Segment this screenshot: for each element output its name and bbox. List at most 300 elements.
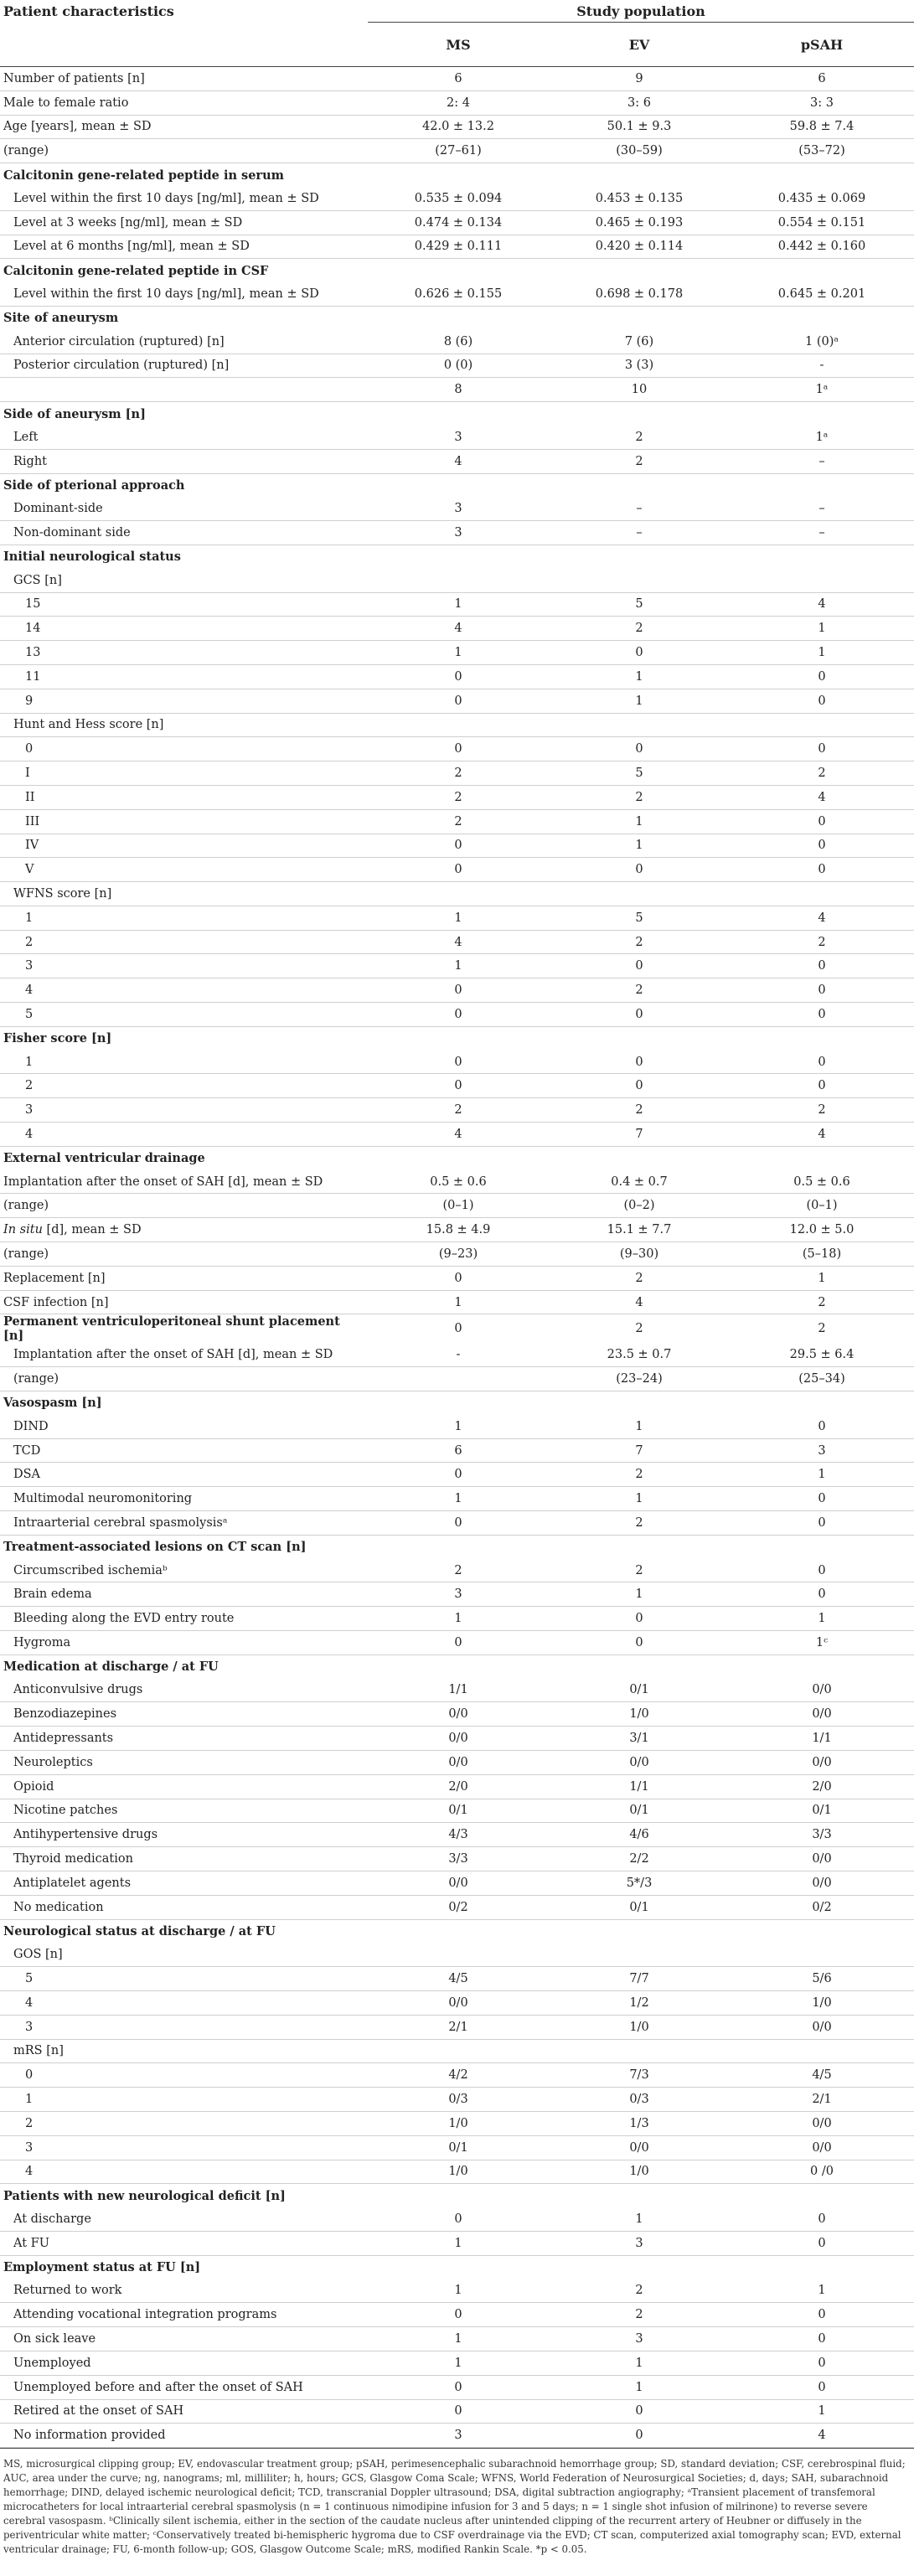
value-ms — [368, 259, 549, 282]
value-ev: 2 — [549, 1559, 730, 1582]
value-ms: 0/0 — [368, 1871, 549, 1895]
value-psah: 1 — [730, 1607, 914, 1631]
row-label: Intraarterial cerebral spasmolysisᵃ — [0, 1511, 368, 1536]
value-psah: 0/0 — [730, 2015, 914, 2039]
value-psah: 2 — [730, 1098, 914, 1123]
value-psah: 0 — [730, 2303, 914, 2327]
value-ev: 1 — [549, 1582, 730, 1607]
value-ev: 1 — [549, 2351, 730, 2375]
value-ms: 1 — [368, 2231, 549, 2255]
value-psah — [730, 306, 914, 329]
row-label: GOS [n] — [0, 1943, 368, 1966]
value-psah: 1 — [730, 1463, 914, 1487]
table-row — [0, 1967, 914, 1991]
value-ms: 0 — [368, 1003, 549, 1027]
value-ev: 5 — [549, 592, 730, 617]
row-label: V — [0, 858, 368, 882]
value-ev: 0 — [549, 1003, 730, 1027]
value-ev: 1 — [549, 2207, 730, 2231]
value-ev: 2 — [549, 1463, 730, 1487]
section-row — [0, 1391, 914, 1415]
row-label: Hygroma — [0, 1631, 368, 1655]
table-row — [0, 2160, 914, 2184]
value-ms: 1 — [368, 592, 549, 617]
value-ev — [549, 1919, 730, 1943]
value-psah: 4 — [730, 592, 914, 617]
table-row — [0, 1774, 914, 1799]
value-ev: 1 — [549, 2375, 730, 2399]
value-ev: 1/1 — [549, 1774, 730, 1799]
row-label: Returned to work — [0, 2279, 368, 2303]
value-psah: 3: 3 — [730, 90, 914, 115]
value-ms: 0.626 ± 0.155 — [368, 282, 549, 306]
value-ms — [368, 1367, 549, 1391]
row-label: Opioid — [0, 1774, 368, 1799]
section-label: Side of pterional approach — [3, 478, 185, 493]
value-psah: – — [730, 497, 914, 520]
row-label: (range) — [0, 1194, 368, 1218]
value-ev: 4 — [549, 1290, 730, 1314]
section-label: External ventricular drainage — [3, 1151, 205, 1166]
table-row — [0, 1679, 914, 1702]
value-ms: 1 — [368, 954, 549, 978]
value-ev: 1/3 — [549, 2111, 730, 2135]
value-psah — [730, 1655, 914, 1678]
value-ms: 2 — [368, 1098, 549, 1123]
value-ev: 0/1 — [549, 1895, 730, 1919]
value-ms: 2 — [368, 809, 549, 834]
value-ms: 0 — [368, 2375, 549, 2399]
value-ms — [368, 1026, 549, 1050]
value-psah: 0.5 ± 0.6 — [730, 1170, 914, 1194]
value-ev: 1/0 — [549, 2160, 730, 2184]
value-ev: 7 — [549, 1438, 730, 1463]
value-psah: – — [730, 449, 914, 473]
value-psah: – — [730, 521, 914, 545]
table-row — [0, 1438, 914, 1463]
value-ev: (30–59) — [549, 139, 730, 163]
row-label: Bleeding along the EVD entry route — [0, 1607, 368, 1631]
value-psah: (25–34) — [730, 1367, 914, 1391]
value-ms: 2 — [368, 761, 549, 786]
value-ev: 2 — [549, 2279, 730, 2303]
value-psah: 0 — [730, 978, 914, 1003]
value-ms: 1 — [368, 1607, 549, 1631]
row-label: 3 — [0, 1098, 368, 1123]
value-psah: 0 — [730, 1415, 914, 1438]
value-ev: 2/2 — [549, 1847, 730, 1871]
value-ms: 3 — [368, 1582, 549, 1607]
section-row — [0, 2184, 914, 2207]
value-psah: 1ᵃ — [730, 378, 914, 402]
value-psah: 0/0 — [730, 2135, 914, 2160]
section-label: Initial neurological status — [3, 550, 181, 565]
row-label: IV — [0, 834, 368, 858]
row-label: 2 — [0, 930, 368, 954]
value-psah: 0 — [730, 1487, 914, 1511]
value-ms: 1 — [368, 2351, 549, 2375]
section-row — [0, 1026, 914, 1050]
value-ev: 0 — [549, 2399, 730, 2424]
row-label: 1 — [0, 2088, 368, 2112]
row-label: Neuroleptics — [0, 1750, 368, 1774]
row-label: Antihypertensive drugs — [0, 1823, 368, 1847]
table-row — [0, 785, 914, 809]
table-row — [0, 1463, 914, 1487]
value-psah: 0 — [730, 809, 914, 834]
row-label: 3 — [0, 2135, 368, 2160]
value-psah: 0 — [730, 1511, 914, 1536]
value-psah: 29.5 ± 6.4 — [730, 1343, 914, 1366]
section-label: Treatment-associated lesions on CT scan [n] — [3, 1540, 307, 1555]
table-row — [0, 930, 914, 954]
value-ms: 0 — [368, 1463, 549, 1487]
section-label: Vasospasm [n] — [3, 1396, 102, 1411]
value-ev — [549, 1535, 730, 1558]
value-ms: 8 — [368, 378, 549, 402]
value-ev: 1 — [549, 689, 730, 713]
row-label: 13 — [0, 641, 368, 665]
table-row — [0, 330, 914, 354]
table-row — [0, 2063, 914, 2088]
value-psah: 0 — [730, 2375, 914, 2399]
value-psah: 0 — [730, 689, 914, 713]
table-row — [0, 1607, 914, 1631]
row-label: 4 — [0, 2160, 368, 2184]
value-ev: 0 — [549, 2424, 730, 2448]
value-ev: 7 — [549, 1123, 730, 1147]
value-ev: – — [549, 497, 730, 520]
row-label: Antiplatelet agents — [0, 1871, 368, 1895]
row-label: Posterior circulation (ruptured) [n] — [0, 354, 368, 378]
value-ms: 1 — [368, 906, 549, 930]
value-ms: 0 — [368, 689, 549, 713]
row-label: 15 — [0, 592, 368, 617]
value-psah: 0 — [730, 1003, 914, 1027]
row-label: II — [0, 785, 368, 809]
section-label: Fisher score [n] — [3, 1031, 112, 1046]
row-label: Left — [0, 426, 368, 449]
table-row — [0, 809, 914, 834]
table-row — [0, 187, 914, 210]
value-ms: 0 — [368, 2207, 549, 2231]
row-label: Thyroid medication — [0, 1847, 368, 1871]
value-ev: 0 — [549, 1631, 730, 1655]
value-ms: 0/0 — [368, 1990, 549, 2015]
value-ms — [368, 569, 549, 592]
row-label: Hunt and Hess score [n] — [0, 713, 368, 737]
value-ev: 0 — [549, 737, 730, 761]
row-label: Retired at the onset of SAH — [0, 2399, 368, 2424]
table-row — [0, 426, 914, 449]
value-ms: 4/2 — [368, 2063, 549, 2088]
row-label: Level within the first 10 days [ng/ml], mean ± SD — [0, 187, 368, 210]
row-label: No information provided — [0, 2424, 368, 2448]
value-ev: 3: 6 — [549, 90, 730, 115]
row-label: Level at 6 months [ng/ml], mean ± SD — [0, 235, 368, 259]
value-ev: 1/0 — [549, 1702, 730, 1727]
section-label: Calcitonin gene-related peptide in serum — [3, 168, 284, 183]
value-psah: 0 — [730, 2231, 914, 2255]
value-ev: 50.1 ± 9.3 — [549, 115, 730, 139]
value-ev: 2 — [549, 449, 730, 473]
section-row — [0, 1655, 914, 1678]
section-row — [0, 1146, 914, 1169]
value-ms: 0 — [368, 834, 549, 858]
value-psah: 0 — [730, 1051, 914, 1074]
row-label: DIND — [0, 1415, 368, 1438]
table-row — [0, 1074, 914, 1098]
value-psah: 0/0 — [730, 1750, 914, 1774]
value-psah: (0–1) — [730, 1194, 914, 1218]
table-row — [0, 1702, 914, 1727]
value-ev: 0.453 ± 0.135 — [549, 187, 730, 210]
value-psah: 1 (0)ᵃ — [730, 330, 914, 354]
row-label: 11 — [0, 664, 368, 689]
table-row — [0, 2375, 914, 2399]
table-row — [0, 1727, 914, 1751]
value-ev: 9 — [549, 67, 730, 91]
value-ev: 0/1 — [549, 1799, 730, 1823]
value-ms: 4 — [368, 449, 549, 473]
table-row — [0, 2279, 914, 2303]
row-label: DSA — [0, 1463, 368, 1487]
value-psah — [730, 2255, 914, 2279]
section-label: Patients with new neurological deficit [n] — [3, 2188, 286, 2203]
value-psah: 12.0 ± 5.0 — [730, 1218, 914, 1242]
table-row — [0, 2207, 914, 2231]
value-ev: 5 — [549, 906, 730, 930]
table-row — [0, 1343, 914, 1366]
value-ms: 1 — [368, 641, 549, 665]
value-ev — [549, 2255, 730, 2279]
row-label: Unemployed — [0, 2351, 368, 2375]
row-label: 4 — [0, 978, 368, 1003]
value-psah — [730, 2184, 914, 2207]
table-row — [0, 2351, 914, 2375]
row-label: 9 — [0, 689, 368, 713]
value-ms: 3 — [368, 497, 549, 520]
value-ms: 6 — [368, 67, 549, 91]
table-row — [0, 1799, 914, 1823]
value-psah: 2 — [818, 1322, 826, 1336]
value-ms: 1/1 — [368, 1679, 549, 1702]
value-ev: 3/1 — [549, 1727, 730, 1751]
table-row — [0, 592, 914, 617]
column-header-ms: MS — [368, 23, 549, 67]
value-ms: 0/2 — [368, 1895, 549, 1919]
row-label: 2 — [0, 2111, 368, 2135]
value-ev: 0/0 — [549, 2135, 730, 2160]
row-label: Anticonvulsive drugs — [0, 1679, 368, 1702]
row-label: (range) — [0, 139, 368, 163]
value-ms: 0 — [454, 1322, 462, 1336]
table-row — [0, 1266, 914, 1290]
value-psah: 0 — [730, 737, 914, 761]
value-ev: 1 — [549, 834, 730, 858]
table-row — [0, 761, 914, 786]
value-psah: 1ᵃ — [730, 426, 914, 449]
section-row — [0, 306, 914, 329]
value-ev — [549, 1943, 730, 1966]
section-row — [0, 2255, 914, 2279]
row-label: Right — [0, 449, 368, 473]
value-psah — [730, 259, 914, 282]
value-psah: 6 — [730, 67, 914, 91]
value-psah: 2/0 — [730, 1774, 914, 1799]
value-ev: (9–30) — [549, 1242, 730, 1267]
value-ev — [549, 1391, 730, 1415]
table-row — [0, 2399, 914, 2424]
value-ev — [549, 2184, 730, 2207]
value-psah: 1 — [730, 2279, 914, 2303]
section-label: Side of aneurysm [n] — [3, 406, 146, 421]
value-ev — [549, 1026, 730, 1050]
row-label: 0 — [0, 737, 368, 761]
table-row — [0, 67, 914, 91]
value-ev — [549, 713, 730, 737]
value-ev: 2 — [549, 930, 730, 954]
value-ms — [368, 1391, 549, 1415]
table-row — [0, 1895, 914, 1919]
value-ev: 0.698 ± 0.178 — [549, 282, 730, 306]
value-psah: 2 — [730, 1290, 914, 1314]
row-label: (range) — [0, 1242, 368, 1267]
value-psah — [730, 569, 914, 592]
table-row — [0, 1242, 914, 1267]
table-row — [0, 1750, 914, 1774]
value-ms — [368, 473, 549, 497]
column-group-header: Study population — [368, 0, 914, 23]
value-ev: 0.420 ± 0.114 — [549, 235, 730, 259]
row-label: WFNS score [n] — [0, 882, 368, 906]
value-ev: 3 (3) — [549, 354, 730, 378]
value-ev: 0 — [549, 954, 730, 978]
table-row — [0, 1631, 914, 1655]
value-ev: 23.5 ± 0.7 — [549, 1343, 730, 1366]
value-psah: - — [730, 354, 914, 378]
value-ms: (9–23) — [368, 1242, 549, 1267]
value-psah: 0 — [730, 1559, 914, 1582]
value-ms: 0/0 — [368, 1727, 549, 1751]
value-ev — [549, 1146, 730, 1169]
value-ms: 1/0 — [368, 2111, 549, 2135]
value-ms: 0/0 — [368, 1750, 549, 1774]
value-ev: 7/3 — [549, 2063, 730, 2088]
row-label: At FU — [0, 2231, 368, 2255]
value-ms: 3 — [368, 426, 549, 449]
table-row — [0, 1098, 914, 1123]
value-ev: 7/7 — [549, 1967, 730, 1991]
value-ev — [549, 402, 730, 426]
value-ms: (0–1) — [368, 1194, 549, 1218]
table-row — [0, 2088, 914, 2112]
value-psah — [730, 1146, 914, 1169]
column-header-psah: pSAH — [730, 23, 914, 67]
table-row — [0, 1367, 914, 1391]
value-ev: 0/3 — [549, 2088, 730, 2112]
value-psah — [730, 1535, 914, 1558]
row-label: Level within the first 10 days [ng/ml], mean ± SD — [0, 282, 368, 306]
table-row — [0, 617, 914, 641]
value-ev: 2 — [549, 1266, 730, 1290]
section-row — [0, 473, 914, 497]
value-ms: 0 (0) — [368, 354, 549, 378]
value-ev: 1/0 — [549, 2015, 730, 2039]
value-ms — [368, 545, 549, 568]
table-row — [0, 1290, 914, 1314]
value-ev — [549, 306, 730, 329]
table-row — [0, 1415, 914, 1438]
table-row — [0, 210, 914, 235]
value-ms: 2 — [368, 785, 549, 809]
value-psah: 0.554 ± 0.151 — [730, 210, 914, 235]
section-row — [0, 163, 914, 187]
table-row — [0, 906, 914, 930]
value-ms: 0 — [368, 1511, 549, 1536]
value-psah: 59.8 ± 7.4 — [730, 115, 914, 139]
value-psah: 0.645 ± 0.201 — [730, 282, 914, 306]
table-row — [0, 2039, 914, 2063]
value-ms — [368, 402, 549, 426]
value-ms: 0 — [368, 1074, 549, 1098]
table-row — [0, 2015, 914, 2039]
header-spacer — [0, 23, 368, 67]
row-label: At discharge — [0, 2207, 368, 2231]
row-label: I — [0, 761, 368, 786]
value-psah: 0/0 — [730, 1679, 914, 1702]
value-psah: 2 — [730, 930, 914, 954]
value-ms: 2 — [368, 1559, 549, 1582]
value-psah: 4 — [730, 2424, 914, 2448]
value-ev: 1 — [549, 809, 730, 834]
value-ms: (27–61) — [368, 139, 549, 163]
value-ev: 5*/3 — [549, 1871, 730, 1895]
value-psah: 4/5 — [730, 2063, 914, 2088]
value-psah — [730, 163, 914, 187]
row-label: GCS [n] — [0, 569, 368, 592]
value-ms — [368, 1919, 549, 1943]
value-psah — [730, 1391, 914, 1415]
value-psah: 1ᶜ — [730, 1631, 914, 1655]
row-label: Replacement [n] — [0, 1266, 368, 1290]
value-psah: 3 — [730, 1438, 914, 1463]
value-ev: 3 — [549, 2231, 730, 2255]
value-ev — [549, 259, 730, 282]
value-ev: 2 — [549, 426, 730, 449]
value-ev: 7 (6) — [549, 330, 730, 354]
value-ev: 0 — [549, 1607, 730, 1631]
row-label: 4 — [0, 1123, 368, 1147]
table-row — [0, 2111, 914, 2135]
row-label: Antidepressants — [0, 1727, 368, 1751]
value-ms: 6 — [368, 1438, 549, 1463]
value-ms: 0.429 ± 0.111 — [368, 235, 549, 259]
row-label: III — [0, 809, 368, 834]
value-ms: 0 — [368, 2303, 549, 2327]
value-psah — [730, 402, 914, 426]
section-label: Employment status at FU [n] — [3, 2260, 201, 2275]
table-row — [0, 282, 914, 306]
value-ev: 4/6 — [549, 1823, 730, 1847]
section-row — [0, 402, 914, 426]
value-psah: 1/1 — [730, 1727, 914, 1751]
section-label: Neurological status at discharge / at FU — [3, 1923, 276, 1938]
value-ms: 0 — [368, 1631, 549, 1655]
section-label: Calcitonin gene-related peptide in CSF — [3, 263, 269, 278]
table-row — [0, 1582, 914, 1607]
value-ms: 4 — [368, 617, 549, 641]
